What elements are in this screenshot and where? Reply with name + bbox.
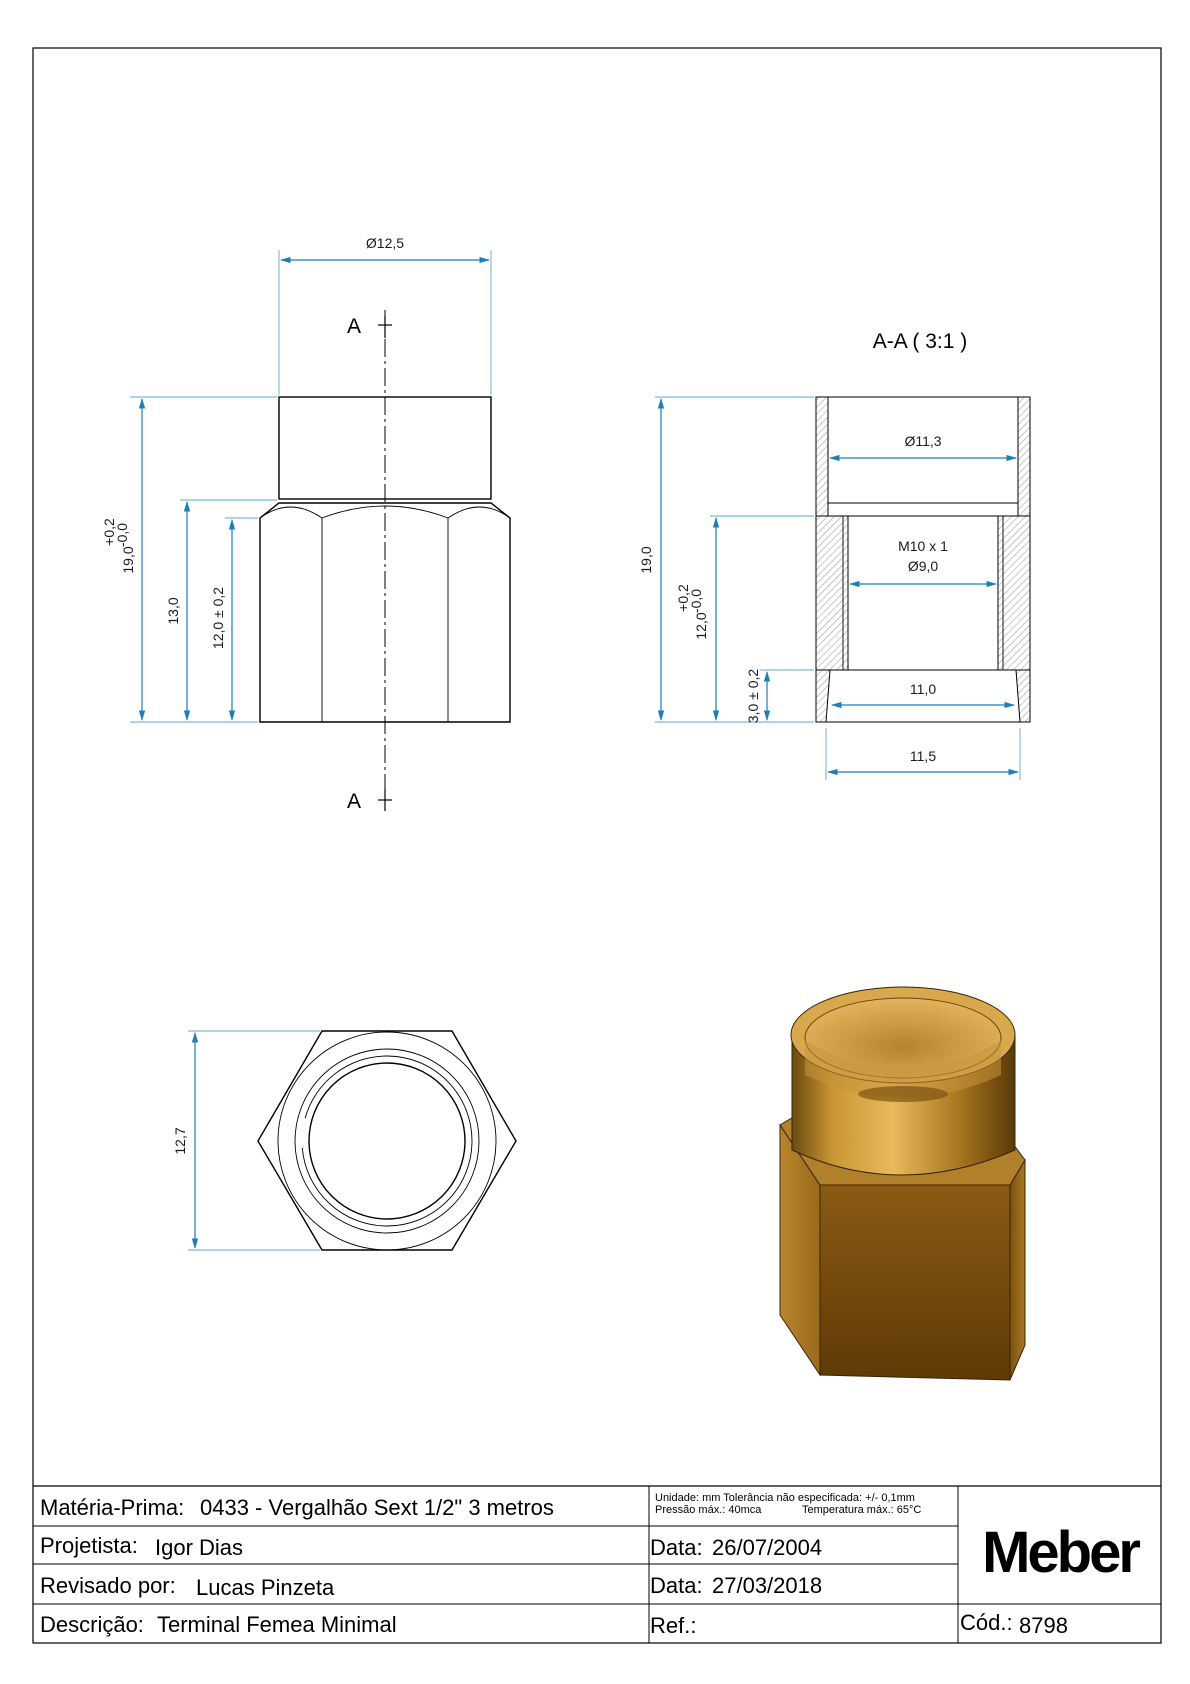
designer-label: Projetista: [40,1533,138,1558]
code-value: 8798 [1019,1613,1068,1638]
dim-hex-height: 13,0 [165,597,181,625]
ref-label: Ref.: [650,1613,697,1638]
date2-label: Data: [650,1573,703,1598]
isometric-render [780,987,1025,1380]
dim-thread-depth-tol-lower: -0,0 [688,588,704,614]
code-label: Cód.: [960,1610,1013,1635]
dim-thread-depth-tol-upper: +0,2 [675,584,691,612]
section-mark-top: A [347,315,362,338]
dim-counterbore: 11,0 [909,681,937,697]
notes-line1: Unidade: mm Tolerância não especificada: +/- 0,1mm [655,1492,915,1504]
section-title: A-A ( 3:1 ) [872,330,968,353]
material-value: 0433 - Vergalhão Sext 1/2" 3 metros [200,1495,554,1520]
title-block [33,1486,1161,1643]
top-view [172,1031,516,1250]
dim-total-height: 19,0 [120,546,136,574]
company-logo: Meber [982,1520,1138,1585]
dim-thread-depth: 12,0 [693,612,709,640]
dim-thread-dia: Ø9,0 [907,558,939,574]
description-label: Descrição: [40,1612,144,1637]
dim-section-height: 19,0 [638,546,654,574]
date2-value: 27/03/2018 [712,1573,823,1598]
date1-label: Data: [650,1535,703,1560]
reviewer-value: Lucas Pinzeta [196,1575,335,1600]
front-view [101,235,510,813]
material-label: Matéria-Prima: [40,1495,185,1520]
date1-value: 26/07/2004 [712,1535,823,1560]
section-mark-bottom: A [347,790,362,813]
section-view [638,330,1030,780]
hex-top-outline [258,1031,516,1250]
designer-value: Igor Dias [155,1535,244,1560]
dim-counterbore-depth: 3,0 ± 0,2 [745,668,761,724]
reviewer-label: Revisado por: [40,1573,176,1598]
dim-hex-flat: 12,0 ± 0,2 [210,586,226,650]
dim-total-height-tol-lower: -0,0 [114,522,130,548]
sheet-border [33,48,1161,1643]
notes-line2-b: Temperatura máx.: 65°C [802,1504,922,1516]
description-value: Terminal Femea Minimal [157,1612,397,1637]
dim-hex-across: 12,7 [172,1127,188,1155]
dim-diameter: Ø12,5 [365,235,405,251]
dim-base-width: 11,5 [909,748,937,764]
dim-thread: M10 x 1 [898,538,948,554]
dim-bore-top: Ø11,3 [904,433,942,449]
dim-total-height-tol-upper: +0,2 [101,518,117,546]
notes-line2-a: Pressão máx.: 40mca [655,1504,762,1516]
